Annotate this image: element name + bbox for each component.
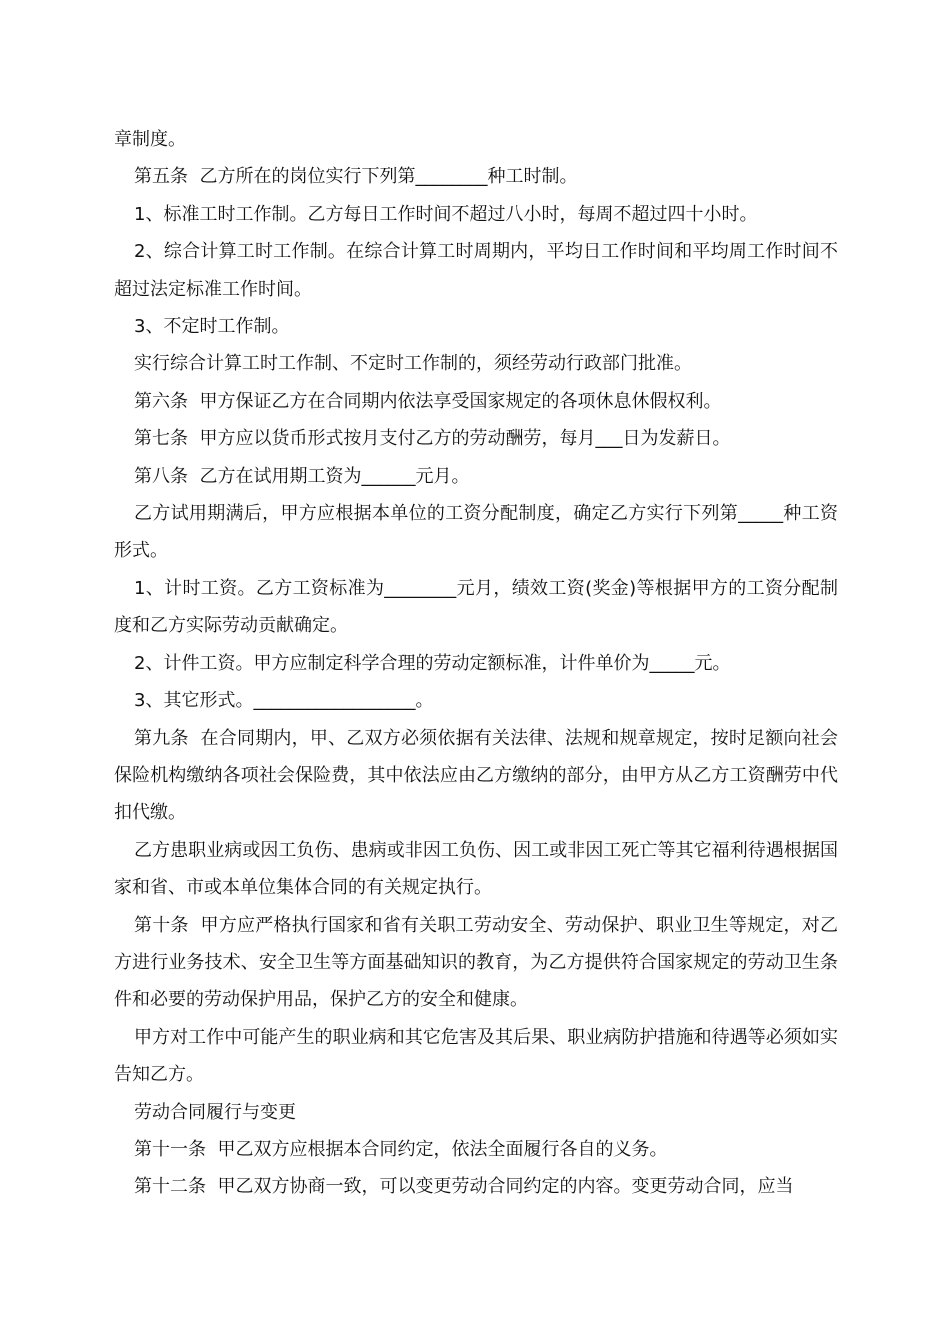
paragraph-continuation: 章制度。 xyxy=(114,129,186,150)
paragraph-wage-form: 乙方试用期满后，甲方应根据本单位的工资分配制度，确定乙方实行下列第_____种工资形式。 xyxy=(114,503,838,562)
paragraph-article-5: 第五条 乙方所在的岗位实行下列第________种工时制。 xyxy=(134,166,578,188)
paragraph-hazard-notice: 甲方对工作中可能产生的职业病和其它危害及其后果、职业病防护措施和待遇等必须如实告知乙方。 xyxy=(114,1026,838,1086)
paragraph-approval-note: 实行综合计算工时工作制、不定时工作制的，须经劳动行政部门批准。 xyxy=(134,353,692,375)
paragraph-piece-wage: 2、计件工资。甲方应制定科学合理的劳动定额标准，计件单价为_____元。 xyxy=(134,652,731,674)
paragraph-standard-hours: 1、标准工时工作制。乙方每日工作时间不超过八小时，每周不超过四十小时。 xyxy=(134,203,758,225)
paragraph-other-wage: 3、其它形式。__________________。 xyxy=(134,690,434,712)
document-body xyxy=(114,121,838,1206)
paragraph-article-9: 第九条 在合同期内，甲、乙双方必须依据有关法律、法规和规章规定，按时足额向社会保险机构缴纳各项社会保险费，其中依法应由乙方缴纳的部分，由甲方从乙方工资酬劳中代扣代缴。 xyxy=(114,727,838,824)
paragraph-flexible-hours: 3、不定时工作制。 xyxy=(134,316,290,338)
paragraph-comprehensive-hours: 2、综合计算工时工作制。在综合计算工时周期内，平均日工作时间和平均周工作时间不超过法定标准工作时间。 xyxy=(114,241,838,300)
paragraph-article-6: 第六条 甲方保证乙方在合同期内依法享受国家规定的各项休息休假权利。 xyxy=(134,390,722,412)
paragraph-time-wage: 1、计时工资。乙方工资标准为________元月，绩效工资(奖金)等根据甲方的工资分配制度和乙方实际劳动贡献确定。 xyxy=(114,577,838,637)
paragraph-article-12: 第十二条 甲乙双方协商一致，可以变更劳动合同约定的内容。变更劳动合同，应当 xyxy=(134,1176,794,1198)
section-heading: 劳动合同履行与变更 xyxy=(134,1101,296,1123)
paragraph-welfare: 乙方患职业病或因工负伤、患病或非因工负伤、因工或非因工死亡等其它福利待遇根据国家和省、市或本单位集体合同的有关规定执行。 xyxy=(114,839,838,899)
paragraph-article-7: 第七条 甲方应以货币形式按月支付乙方的劳动酬劳，每月___日为发薪日。 xyxy=(134,428,731,450)
paragraph-article-10: 第十条 甲方应严格执行国家和省有关职工劳动安全、劳动保护、职业卫生等规定，对乙方进行业务技术、安全卫生等方面基础知识的教育，为乙方提供符合国家规定的劳动卫生条件和必要的劳动保护用品，保护乙方的安全和健康。 xyxy=(114,914,838,1011)
paragraph-article-11: 第十一条 甲乙双方应根据本合同约定，依法全面履行各自的义务。 xyxy=(134,1138,668,1160)
paragraph-article-8: 第八条 乙方在试用期工资为______元月。 xyxy=(134,465,470,487)
